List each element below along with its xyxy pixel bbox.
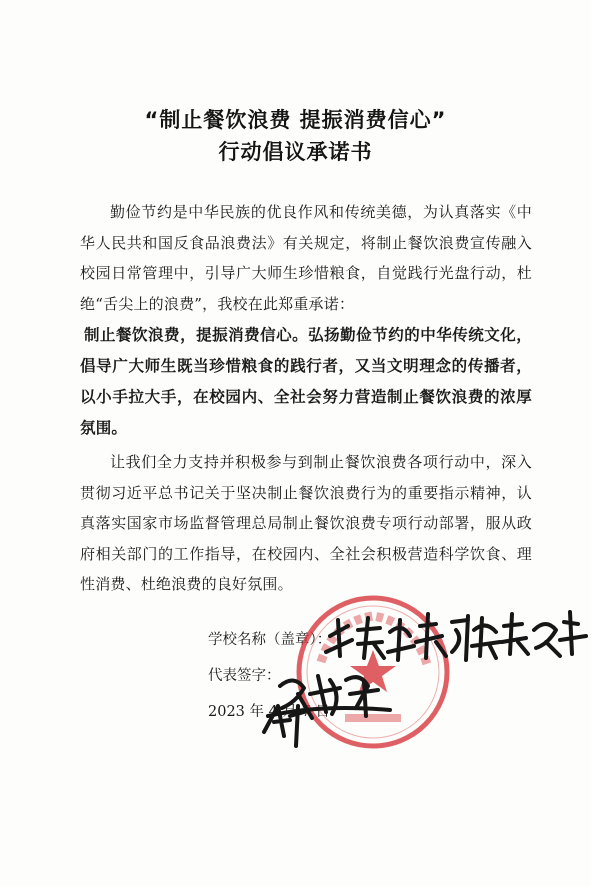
handwritten-signature xyxy=(260,596,590,756)
document-title-line2: 行动倡议承诺书 xyxy=(218,140,373,164)
paragraph-intro: 勤俭节约是中华民族的优良作风和传统美德，为认真落实《中华人民共和国反食品浪费法》有关规定，将制止餐饮浪费宣传融入校园日常管理中，引导广大师生珍惜粮食，自觉践行光盘行动，杜绝“舌尖上的浪费”，我校在此郑重承诺： xyxy=(80,203,532,313)
paragraph-call-to-action: 让我们全力支持并积极参与到制止餐饮浪费各项行动中，深入贯彻习近平总书记关于坚决制止餐饮浪费行为的重要指示精神，认真落实国家市场监督管理总局制止餐饮浪费专项行动部署，服从政府相关部门的工作指导，在校园内、全社会积极营造科学饮食、理性消费、杜绝浪费的良好氛围。 xyxy=(80,453,532,593)
document-title-line1: “制止餐饮浪费 提振消费信心” xyxy=(144,108,447,132)
representative-label: 代表签字： xyxy=(208,668,281,684)
paragraph-commitment: 制止餐饮浪费，提振消费信心。弘扬勤俭节约的中华传统文化，倡导广大师生既当珍惜粮食的践行者，又当文明理念的传播者，以小手拉大手，在校园内、全社会努力营造制止餐饮浪费的浓厚氛围。 xyxy=(80,326,532,437)
school-name-label: 学校名称（盖章）： xyxy=(208,632,332,648)
date-line: 2023 年 4 月 7 日 xyxy=(208,704,330,720)
